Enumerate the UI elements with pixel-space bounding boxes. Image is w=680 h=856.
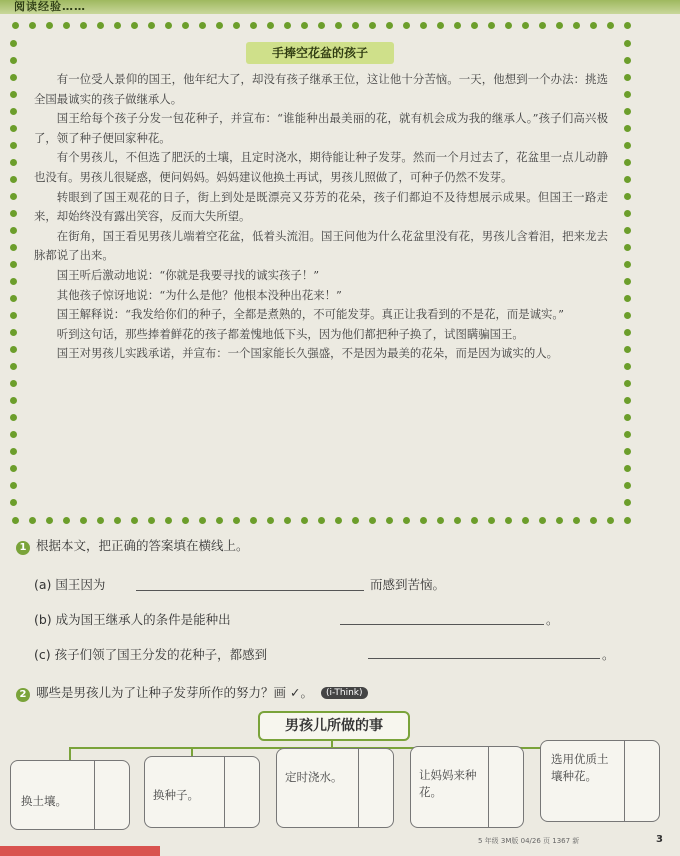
story-paragraph: 其他孩子惊讶地说：“为什么是他？他根本没种出花来！”: [56, 287, 342, 302]
bottom-decoration: [0, 846, 160, 856]
option-text: 让妈妈来种花。: [419, 768, 477, 799]
question-1b-label: (b) 成为国王继承人的条件是能种出: [34, 612, 231, 627]
question-1b-suffix: 。: [546, 612, 559, 627]
question-2-prompt: 哪些是男孩儿为了让种子发芽所作的努力？画 ✓。: [36, 685, 313, 700]
story-paragraph: 国王给每个孩子分发一包花种子，并宣布：“谁能种出最美丽的花，就有机会成为我的继承人。”孩子们高兴极了，领了种子便回家种花。: [34, 111, 608, 145]
page-number: 3: [656, 834, 663, 845]
question-1c-label: (c) 孩子们领了国王分发的花种子，都感到: [34, 647, 268, 662]
tick-box[interactable]: [488, 747, 523, 827]
story-title: 手捧空花盆的孩子: [246, 42, 394, 64]
question-1a-label: (a) 国王因为: [34, 577, 106, 592]
print-info: 5 年级 3M版 04/26 页 1367 新: [478, 837, 580, 845]
option-box-water-regularly: [276, 748, 394, 828]
story-paragraph: 转眼到了国王观花的日子，街上到处是既漂亮又芬芳的花朵，孩子们都迫不及待想展示成果。但国王一路走来，却始终没有露出笑容，反而大失所望。: [34, 189, 608, 224]
story-paragraph: 国王解释说：“我发给你们的种子，全都是煮熟的，不可能发芽。真正让我看到的不是花，而是诚实。”: [56, 307, 564, 322]
story-paragraph: 听到这句话，那些捧着鲜花的孩子都羞愧地低下头，因为他们都把种子换了，试图瞒骗国王。: [56, 326, 524, 341]
question-1-prompt: 根据本文，把正确的答案填在横线上。: [36, 538, 249, 553]
option-box-quality-soil: [540, 740, 660, 822]
question-1a-suffix: 而感到苦恼。: [370, 577, 446, 592]
option-box-mother-plants: [410, 746, 524, 828]
tick-box[interactable]: [624, 741, 659, 821]
question-1c-suffix: 。: [602, 647, 615, 662]
option-text: 定时浇水。: [285, 770, 343, 784]
option-box-change-soil: [10, 760, 130, 830]
tick-box[interactable]: [224, 757, 259, 827]
boy-actions-label: 男孩儿所做的事: [258, 711, 410, 741]
i-think-badge: (i-Think): [321, 687, 368, 699]
story-paragraph: 国王听后激动地说：“你就是我要寻找的诚实孩子！”: [56, 267, 320, 282]
option-text: 选用优质土壤种花。: [551, 752, 609, 783]
header-strip-text: 阅读经验……: [14, 0, 86, 13]
option-text: 换土壤。: [21, 794, 67, 808]
question-2-number: 2: [16, 688, 30, 702]
story-paragraph: 有一位受人景仰的国王，他年纪大了，却没有孩子继承王位，这让他十分苦恼。一天，他想到一个办法：挑选全国最诚实的孩子做继承人。: [34, 72, 608, 106]
story-paragraph: 国王对男孩儿实践承诺，并宣布：一个国家能长久强盛，不是因为最美的花朵，而是因为诚实的人。: [56, 346, 558, 361]
story-paragraph: 有个男孩儿，不但选了肥沃的土壤，且定时浇水，期待能让种子发芽。然而一个月过去了，花盆里一点儿动静也没有。男孩儿很疑惑，便问妈妈。妈妈建议他换土再试，男孩儿照做了，可种子仍然不发芽。: [34, 150, 608, 184]
tick-box[interactable]: [94, 761, 129, 829]
story-paragraph: 在街角，国王看见男孩儿端着空花盆，低着头流泪。国王问他为什么花盆里没有花，男孩儿含着泪，把来龙去脉都说了出来。: [34, 228, 608, 263]
question-1-number: 1: [16, 541, 30, 555]
option-text: 换种子。: [153, 788, 199, 802]
option-box-change-seeds: [144, 756, 260, 828]
tick-box[interactable]: [358, 749, 393, 827]
